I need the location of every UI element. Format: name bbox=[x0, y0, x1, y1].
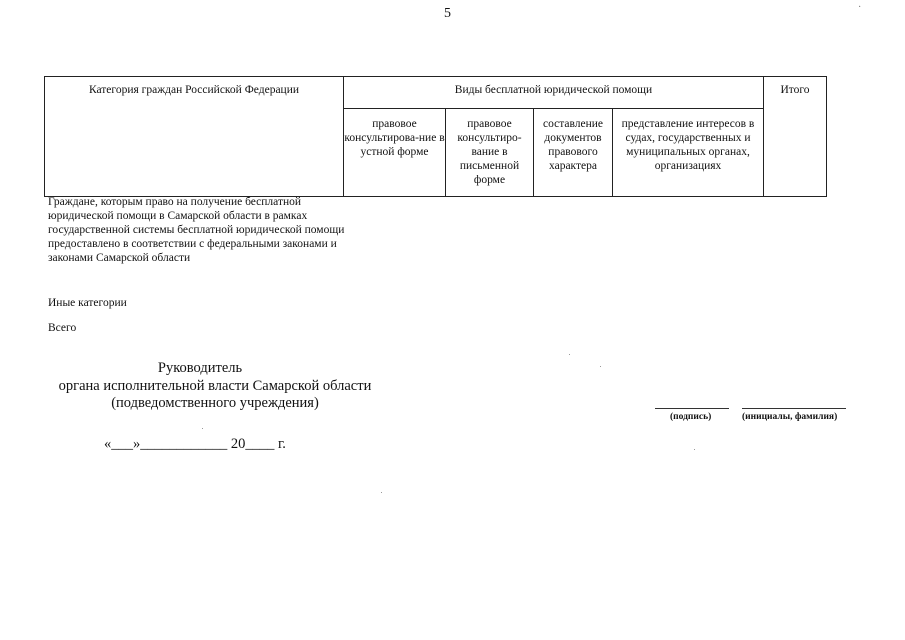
subheader-representation: представление интересов в судах, государственных и муниципальных органах, организациях bbox=[613, 109, 764, 197]
header-types: Виды бесплатной юридической помощи bbox=[344, 77, 764, 109]
subheader-legal-documents: составление документов правового характера bbox=[534, 109, 613, 197]
subheader-oral-consultation: правовое консультирова-ние в устной форме bbox=[344, 109, 446, 197]
scan-speck bbox=[381, 492, 382, 493]
row-label-other-categories: Иные категории bbox=[48, 297, 127, 309]
corner-mark: · bbox=[858, 2, 862, 13]
page-number: 5 bbox=[444, 6, 451, 21]
scan-speck bbox=[600, 366, 601, 367]
signer-subordinate: (подведомственного учреждения) bbox=[111, 395, 319, 411]
name-line bbox=[742, 408, 846, 409]
scan-speck bbox=[202, 428, 203, 429]
signer-title: Руководитель bbox=[157, 360, 243, 376]
scan-speck bbox=[694, 449, 695, 450]
row-label-total: Всего bbox=[48, 322, 77, 334]
form-table bbox=[44, 76, 827, 197]
row-label-eligible-citizens: Граждане, которым право на получение бесплатной юридической помощи в Самарской области в рамках государственной системы бесплатной юридической помощи предоставлено в соответствии с федеральными законами и законами Самарской области bbox=[48, 196, 345, 264]
table-header-row bbox=[45, 77, 827, 109]
signature-caption: (подпись) bbox=[670, 412, 712, 422]
name-caption: (инициалы, фамилия) bbox=[742, 412, 838, 422]
signature-line bbox=[655, 408, 729, 409]
header-total: Итого bbox=[764, 77, 827, 197]
scan-speck bbox=[569, 354, 570, 355]
date-line: «___»____________ 20____ г. bbox=[104, 436, 286, 452]
header-category: Категория граждан Российской Федерации bbox=[45, 77, 344, 197]
signer-organization: органа исполнительной власти Самарской области bbox=[58, 378, 372, 394]
subheader-written-consultation: правовое консультиро-вание в письменной форме bbox=[446, 109, 534, 197]
